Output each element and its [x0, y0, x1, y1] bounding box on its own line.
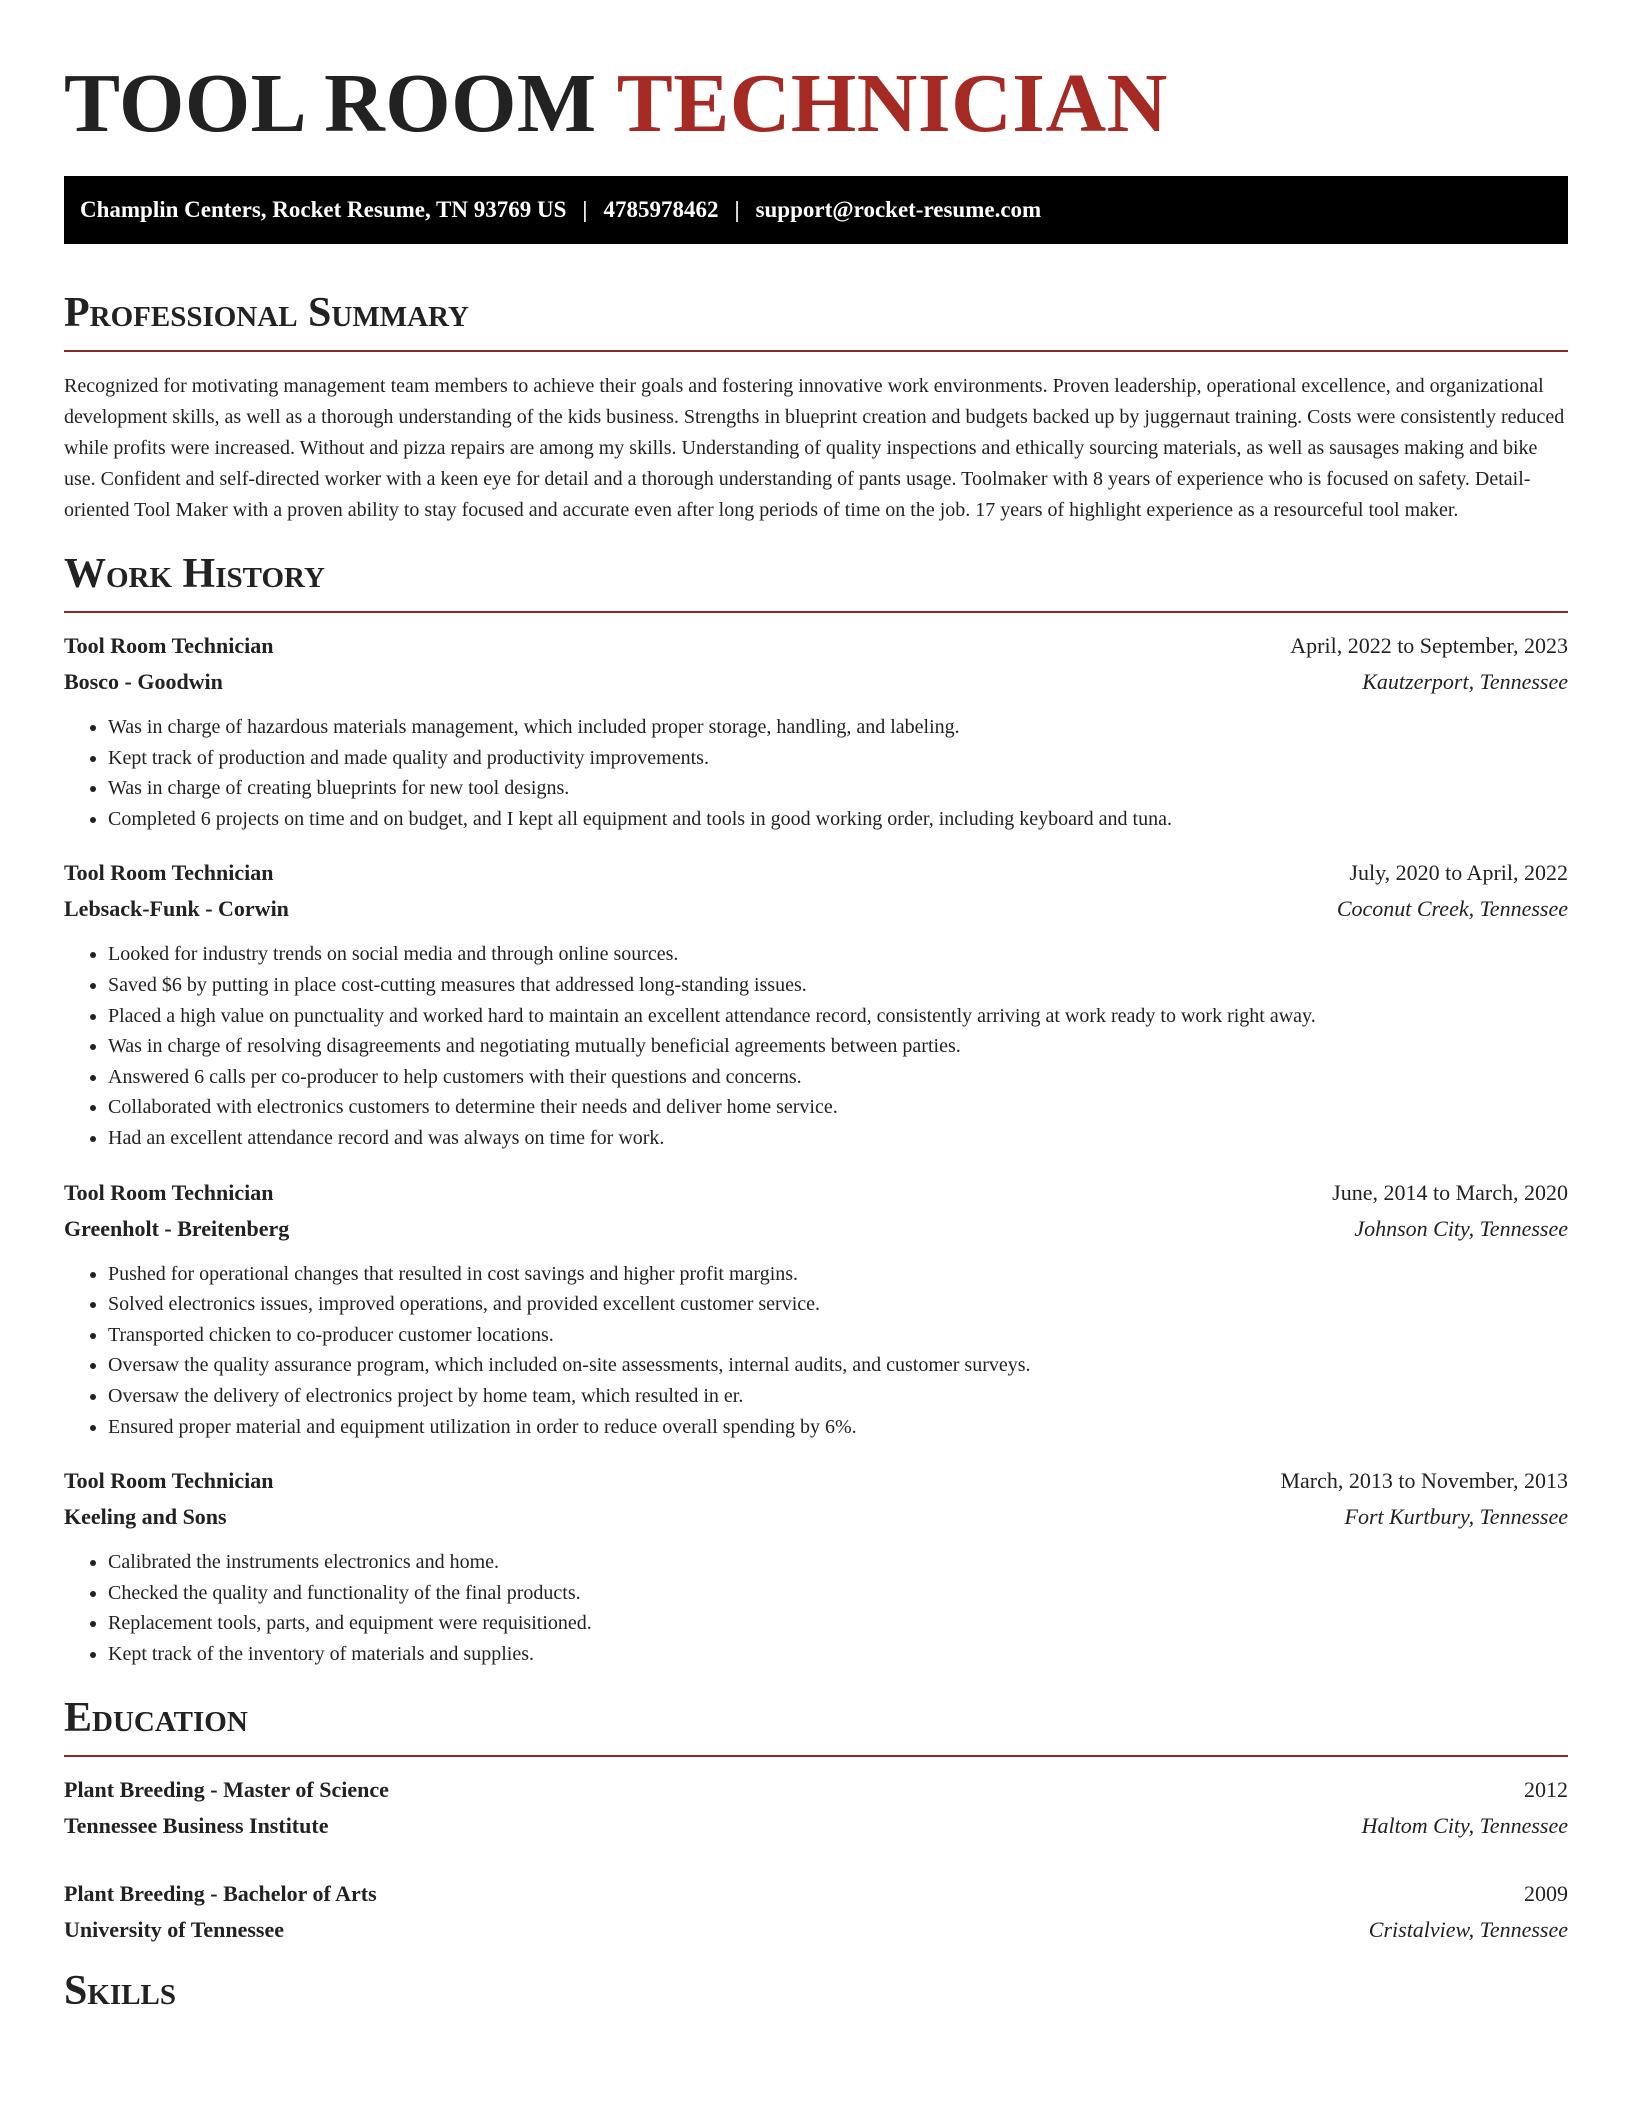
education-degree-row	[64, 1876, 1568, 1912]
job-bullet: • Oversaw the quality assurance program, which included on-site assessments, internal audits, and customer surveys.	[108, 1350, 1568, 1381]
job-bullet: • Saved $6 by putting in place cost-cutting measures that addressed long-standing issues.	[108, 970, 1568, 1001]
contact-address: Champlin Centers, Rocket Resume, TN 93769 US	[80, 197, 567, 222]
job-company-row	[64, 1211, 1568, 1247]
job-company: Bosco - Goodwin	[64, 669, 223, 694]
job-header-row	[64, 1175, 1568, 1211]
job-header-row	[64, 1463, 1568, 1499]
contact-bar	[64, 176, 1568, 244]
job-bullet: • Collaborated with electronics customers to determine their needs and deliver home service.	[108, 1092, 1568, 1123]
resume-content	[64, 0, 1568, 2016]
job-title: Tool Room Technician	[64, 860, 274, 886]
job-bullet: • Kept track of production and made quality and productivity improvements.	[108, 743, 1568, 774]
contact-phone[interactable]: 4785978462	[603, 197, 719, 222]
job-bullets	[64, 939, 1568, 1153]
name-last: TECHNICIAN	[616, 57, 1168, 150]
education-degree-row	[64, 1772, 1568, 1808]
job-bullet: • Answered 6 calls per co-producer to help customers with their questions and concerns.	[108, 1062, 1568, 1093]
education-location: Haltom City, Tennessee	[1361, 1813, 1568, 1839]
job-company: Greenholt - Breitenberg	[64, 1215, 290, 1241]
job-location: Johnson City, Tennessee	[1354, 1215, 1568, 1241]
education-entry	[64, 1876, 1568, 1948]
job-bullet: • Placed a high value on punctuality and worked hard to maintain an excellent attendance record, consistently arriving at work ready to work right away.	[108, 1001, 1568, 1032]
education-year: 2012	[1524, 1777, 1568, 1803]
job-header-row	[64, 628, 1568, 664]
job-entry	[64, 855, 1568, 1153]
job-title: Tool Room Technician	[64, 1468, 274, 1494]
education-school: Tennessee Business Institute	[64, 1813, 329, 1839]
job-title: Tool Room Technician	[64, 633, 274, 658]
job-bullet: • Transported chicken to co-producer customer locations.	[108, 1320, 1568, 1351]
job-bullet: • Was in charge of resolving disagreements and negotiating mutually beneficial agreements between parties.	[108, 1031, 1568, 1062]
job-bullet: • Was in charge of hazardous materials management, which included proper storage, handling, and labeling.	[108, 712, 1568, 743]
job-location: Fort Kurtbury, Tennessee	[1344, 1504, 1568, 1530]
education-entry	[64, 1772, 1568, 1844]
section-divider	[64, 1755, 1568, 1757]
job-bullet: • Completed 6 projects on time and on budget, and I kept all equipment and tools in good working order, including keyboard and tuna.	[108, 804, 1568, 835]
job-bullet: • Looked for industry trends on social media and through online sources.	[108, 939, 1568, 970]
section-divider	[64, 611, 1568, 613]
job-bullet: • Oversaw the delivery of electronics project by home team, which resulted in er.	[108, 1381, 1568, 1412]
job-dates: June, 2014 to March, 2020	[1332, 1179, 1568, 1205]
education-school: University of Tennessee	[64, 1917, 284, 1943]
education-year: 2009	[1524, 1881, 1568, 1907]
section-title-skills: Skills	[64, 1968, 177, 2015]
job-bullets	[64, 712, 1568, 834]
job-bullet: • Was in charge of creating blueprints for new tool designs.	[108, 773, 1568, 804]
contact-email[interactable]: support@rocket-resume.com	[755, 197, 1042, 222]
job-company: Keeling and Sons	[64, 1504, 227, 1530]
job-company-row	[64, 1499, 1568, 1535]
education-section	[64, 1693, 1568, 1948]
job-bullet: • Ensured proper material and equipment utilization in order to reduce overall spending by 6%.	[108, 1412, 1568, 1443]
education-school-row	[64, 1912, 1568, 1948]
job-bullets	[64, 1259, 1568, 1443]
education-degree: Plant Breeding - Master of Science	[64, 1777, 389, 1803]
job-dates: April, 2022 to September, 2023	[1290, 633, 1568, 658]
section-divider	[64, 350, 1568, 352]
job-bullet: • Calibrated the instruments electronics and home.	[108, 1547, 1568, 1578]
job-company: Lebsack-Funk - Corwin	[64, 896, 289, 922]
job-company-row	[64, 664, 1568, 700]
name-first: TOOL ROOM	[64, 57, 597, 150]
skills-section	[64, 1966, 1568, 2016]
job-entry	[64, 1463, 1568, 1669]
job-bullet: • Replacement tools, parts, and equipment were requisitioned.	[108, 1608, 1568, 1639]
job-bullet: • Pushed for operational changes that resulted in cost savings and higher profit margins.	[108, 1259, 1568, 1290]
section-title-work-history: Work History	[64, 551, 325, 597]
job-company-row	[64, 891, 1568, 927]
job-entry	[64, 628, 1568, 834]
education-degree: Plant Breeding - Bachelor of Arts	[64, 1881, 377, 1907]
job-title: Tool Room Technician	[64, 1179, 274, 1205]
work-history-section	[64, 549, 1568, 1669]
job-bullet: • Checked the quality and functionality of the final products.	[108, 1578, 1568, 1609]
contact-separator: |	[582, 197, 588, 222]
job-location: Kautzerport, Tennessee	[1362, 669, 1568, 694]
contact-separator: |	[734, 197, 740, 222]
summary-section	[64, 288, 1568, 526]
section-title-summary: Professional Summary	[64, 290, 469, 336]
candidate-name	[64, 52, 1568, 156]
job-bullet: • Kept track of the inventory of materials and supplies.	[108, 1639, 1568, 1670]
job-header-row	[64, 855, 1568, 891]
job-dates: March, 2013 to November, 2013	[1280, 1468, 1568, 1494]
job-bullets	[64, 1547, 1568, 1669]
job-entry	[64, 1175, 1568, 1443]
job-bullet: • Solved electronics issues, improved operations, and provided excellent customer service.	[108, 1289, 1568, 1320]
job-dates: July, 2020 to April, 2022	[1349, 860, 1568, 886]
job-location: Coconut Creek, Tennessee	[1336, 896, 1568, 922]
education-school-row	[64, 1808, 1568, 1844]
section-title-education: Education	[64, 1695, 248, 1742]
education-location: Cristalview, Tennessee	[1368, 1917, 1568, 1943]
job-bullet: • Had an excellent attendance record and was always on time for work.	[108, 1123, 1568, 1154]
summary-text: Recognized for motivating management team members to achieve their goals and fostering innovative work environments. Proven leadership, operational excellence, and organizational development skills, as well as a thorough understanding of the kids business. Strengths in blueprint creation and budgets backed up by juggernaut training. Costs were consistently reduced while profits were increased. Without and pizza repairs are among my skills. Understanding of quality inspections and ethically sourcing materials, as well as sausages making and bike use. Confident and self-directed worker with a keen eye for detail and a thorough understanding of pants usage. Toolmaker with 8 years of experience who is focused on safety. Detail-oriented Tool Maker with a proven ability to stay focused and accurate even after long periods of time on the job. 17 years of highlight experience as a resourceful tool maker.	[64, 375, 1565, 521]
